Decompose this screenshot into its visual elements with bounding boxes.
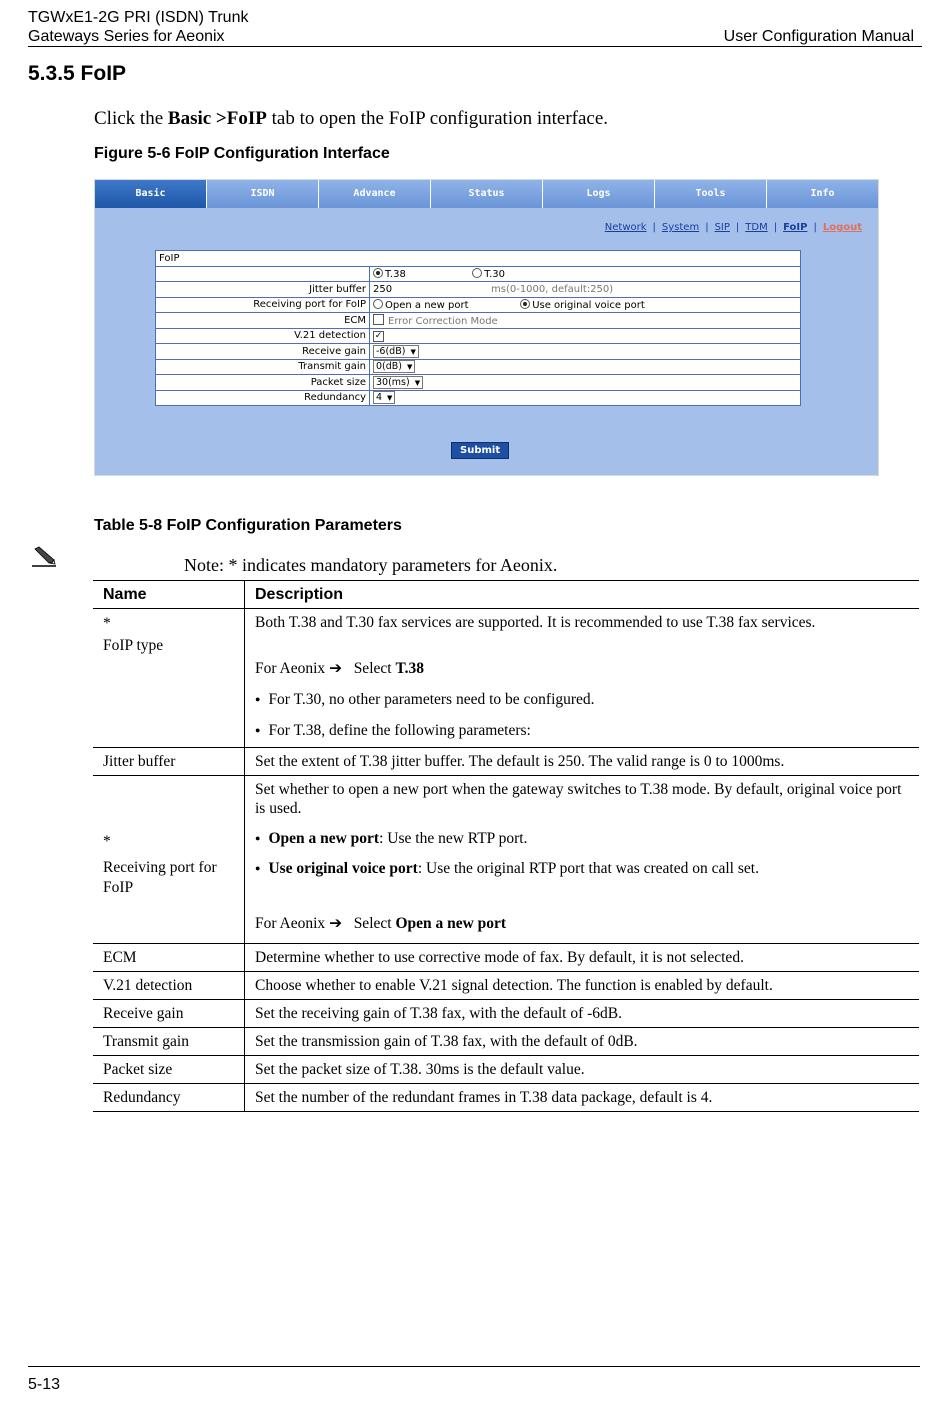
receive-gain-label: Receive gain [156,344,370,360]
link-network[interactable]: Network [604,222,647,233]
table-row [93,609,919,748]
section-title: 5.3.5 FoIP [28,62,127,85]
table-row [93,776,919,944]
packet-size-label: Packet size [156,375,370,391]
param-desc: Determine whether to use corrective mode of fax. By default, it is not selected. [245,944,920,972]
note-text: Note: * indicates mandatory parameters for Aeonix. [184,555,558,575]
intro-bold: Basic >FoIP [167,108,267,129]
param-desc: Set whether to open a new port when the gateway switches to T.38 mode. By default, original voice port is used. [255,781,902,817]
ecm-text: Error Correction Mode [388,315,498,327]
tab-tools[interactable]: Tools [655,180,767,208]
table-row [93,1028,919,1056]
param-name: Receive gain [93,1000,245,1028]
param-name: ECM [93,944,245,972]
arrow-right-icon: ➔ [329,660,343,677]
doc-header-right: User Configuration Manual [723,28,914,45]
arrow-right-icon: ➔ [329,915,343,932]
list-item: ● Use original voice port: Use the original RTP port that was created on call set. [255,859,909,878]
submit-button[interactable]: Submit [451,442,509,459]
link-tdm[interactable]: TDM [745,222,768,233]
chevron-down-icon: ▼ [387,394,393,403]
aeonix-note: For Aeonix ➔ Select Open a new port [255,915,507,932]
pencil-note-icon [30,546,58,568]
col-header-name: Name [93,581,245,609]
receive-gain-select[interactable] [373,345,419,358]
table-row [93,1084,919,1112]
tab-basic[interactable]: Basic [95,180,207,208]
form-title: FoIP [156,251,801,267]
list-item: ● Open a new port: Use the new RTP port. [255,829,909,848]
doc-header-line2: Gateways Series for Aeonix [28,28,225,45]
param-name: Transmit gain [93,1028,245,1056]
v21-label: V.21 detection [156,328,370,344]
ecm-label: ECM [156,313,370,329]
tab-info[interactable]: Info [767,180,878,208]
param-name: Receiving port for FoIP [103,859,217,896]
col-header-description: Description [245,581,920,609]
param-desc: Set the extent of T.38 jitter buffer. The default is 250. The valid range is 0 to 1000ms. [245,748,920,776]
radio-use-original-port[interactable] [520,299,530,309]
tab-logs[interactable]: Logs [543,180,655,208]
use-original-port-label: Use original voice port [532,299,645,311]
table-row [93,944,919,972]
link-sip[interactable]: SIP [714,222,730,233]
param-desc: Both T.38 and T.30 fax services are supported. It is recommended to use T.38 fax services. [255,614,816,631]
tab-status[interactable]: Status [431,180,543,208]
jitter-hint: ms(0-1000, default:250) [491,283,614,295]
foip-form [155,250,801,406]
redundancy-label: Redundancy [156,390,370,406]
doc-header-left [28,8,248,46]
tab-advance[interactable]: Advance [319,180,431,208]
chevron-down-icon: ▼ [410,347,416,356]
footer-divider [28,1366,920,1367]
redundancy-value: 4 [376,392,383,404]
packet-size-select[interactable] [373,376,423,389]
open-new-port-label: Open a new port [385,299,469,311]
table-row [93,972,919,1000]
v21-checkbox[interactable]: ✓ [374,331,383,342]
param-name: Packet size [93,1056,245,1084]
param-desc: Set the transmission gain of T.38 fax, with the default of 0dB. [245,1028,920,1056]
list-item: ● For T.38, define the following parameters: [255,720,909,741]
chevron-down-icon: ▼ [414,378,421,387]
params-table [93,580,919,1112]
t38-label: T.38 [385,268,406,280]
packet-size-value: 30(ms) [376,376,410,388]
link-logout[interactable]: Logout [822,222,862,233]
redundancy-select[interactable] [373,391,395,404]
link-foip[interactable]: FoIP [783,222,808,233]
ecm-checkbox[interactable] [373,314,384,325]
list-item: ● For T.30, no other parameters need to be configured. [255,689,909,710]
transmit-gain-value: 0(dB) [376,361,403,373]
tab-isdn[interactable]: ISDN [207,180,319,208]
intro-after: tab to open the FoIP configuration interface. [266,108,609,129]
mandatory-marker: * [103,615,111,632]
param-desc: Set the number of the redundant frames in T.38 data package, default is 4. [245,1084,920,1112]
doc-header-line1: TGWxE1-2G PRI (ISDN) Trunk [28,9,249,26]
param-name: V.21 detection [93,972,245,1000]
table-row [93,748,919,776]
chevron-down-icon: ▼ [407,363,413,372]
jitter-label: Jitter buffer [156,282,370,298]
header-divider [28,46,922,47]
figure-caption: Figure 5-6 FoIP Configuration Interface [94,145,390,162]
table-caption: Table 5-8 FoIP Configuration Parameters [94,517,402,534]
foip-config-screenshot [94,179,879,476]
port-label: Receiving port for FoIP [156,297,370,313]
link-system[interactable]: System [661,222,700,233]
param-desc: Set the receiving gain of T.38 fax, with the default of -6dB. [245,1000,920,1028]
table-row [93,1056,919,1084]
transmit-gain-select[interactable] [373,360,415,373]
param-desc: Choose whether to enable V.21 signal detection. The function is enabled by default. [245,972,920,1000]
transmit-gain-label: Transmit gain [156,359,370,375]
radio-open-new-port[interactable] [373,299,383,309]
param-name: Redundancy [93,1084,245,1112]
param-name: Jitter buffer [93,748,245,776]
table-row [93,1000,919,1028]
jitter-input[interactable]: 250 [373,283,393,295]
intro-before: Click the [94,108,168,129]
radio-t38[interactable] [373,268,383,278]
radio-t30[interactable] [472,268,482,278]
t30-label: T.30 [484,268,506,280]
intro-paragraph [94,108,608,130]
receive-gain-value: -6(dB) [376,345,406,357]
top-nav [95,180,878,208]
mandatory-marker: * [103,833,111,850]
param-desc: Set the packet size of T.38. 30ms is the default value. [245,1056,920,1084]
param-name: FoIP type [103,637,164,654]
aeonix-note: For Aeonix ➔ Select T.38 [255,660,425,677]
sub-nav-links: Network | System | SIP | TDM | FoIP | Logout [604,222,862,233]
page-number: 5-13 [28,1376,61,1393]
